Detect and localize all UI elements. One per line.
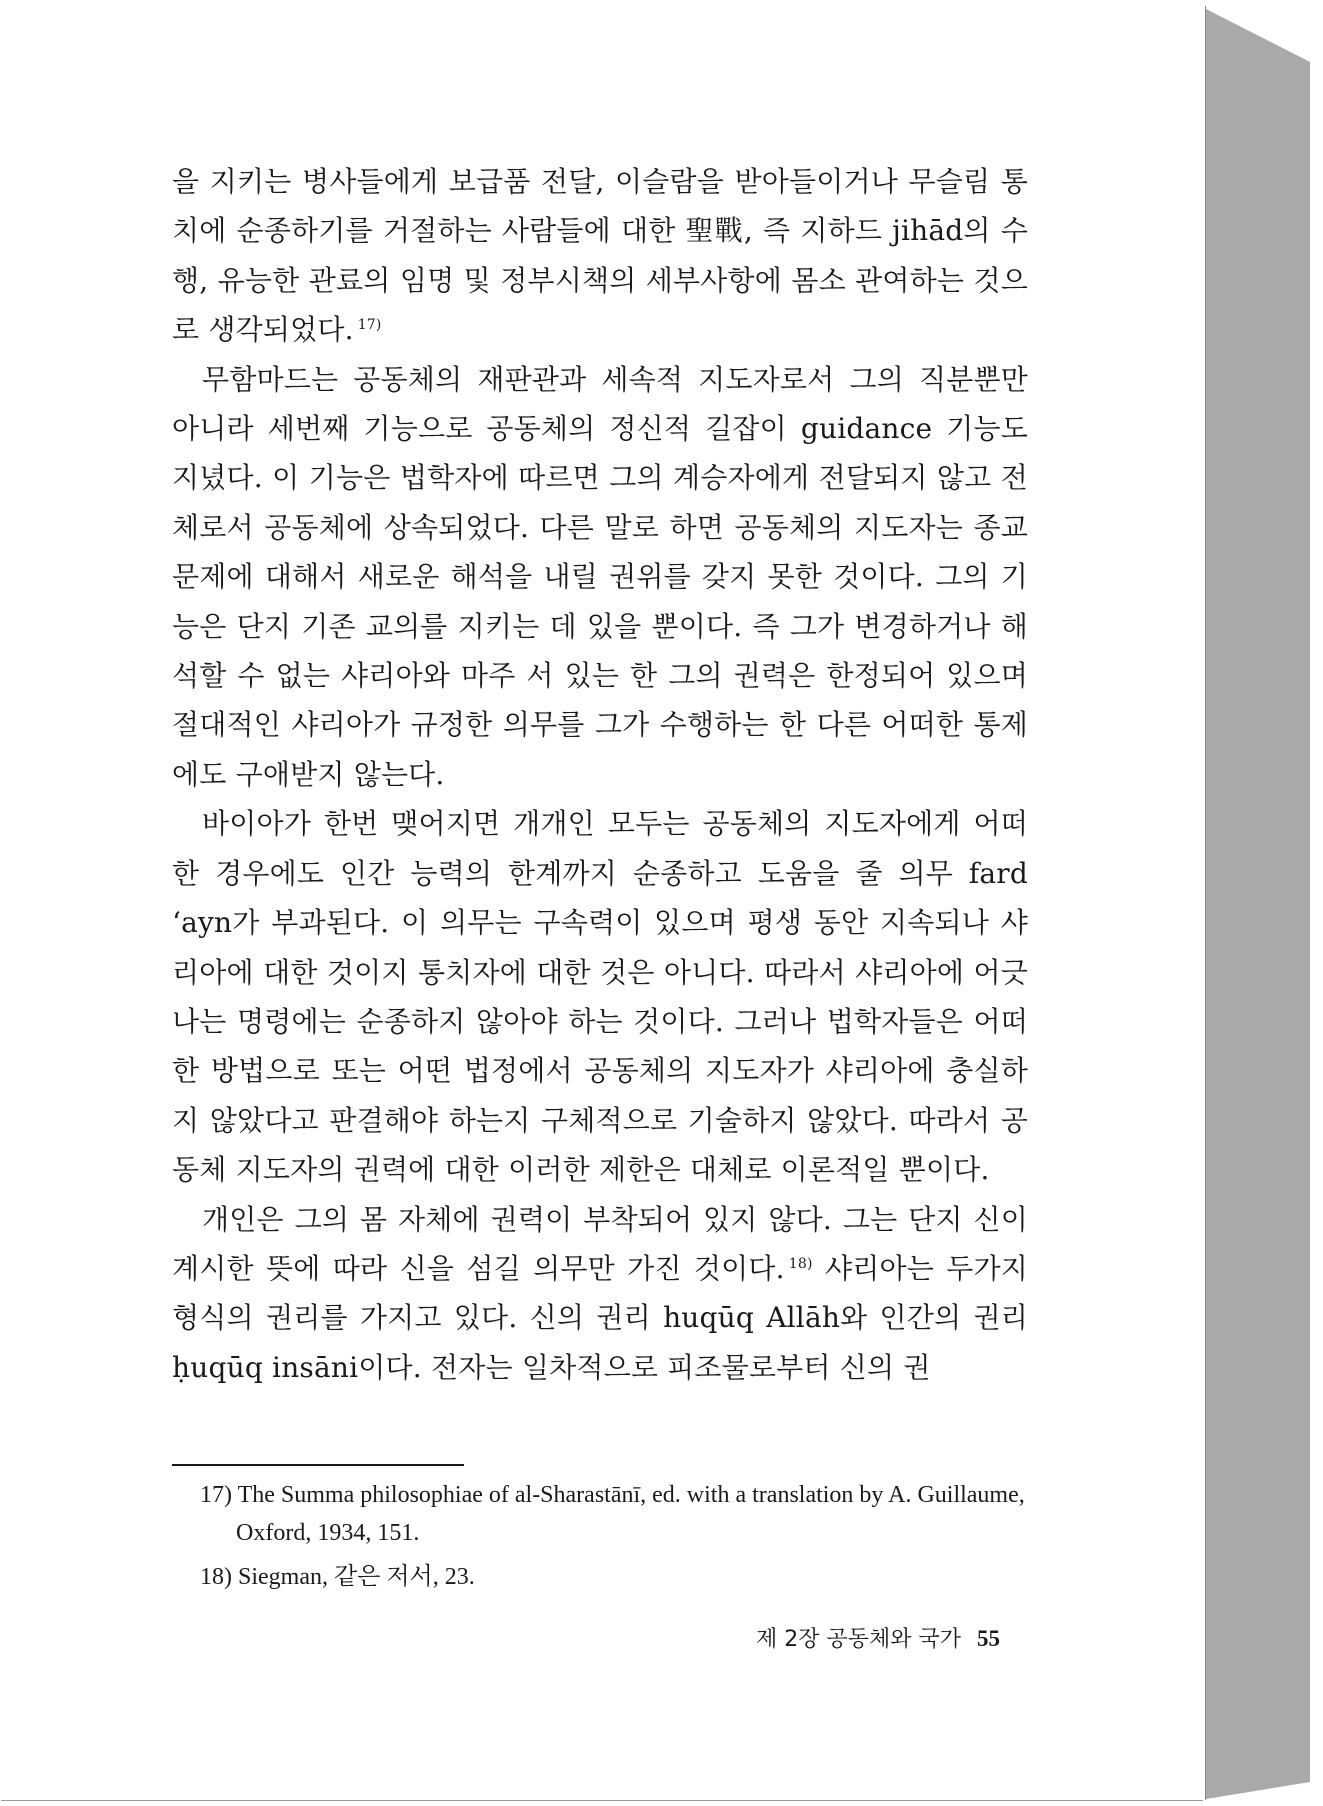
page-number: 55 [977, 1626, 1000, 1651]
paragraph-4-text-after: 샤리아는 두가지 형식의 권리를 가지고 있다. 신의 권리 huqūq Allāh와 인간의 권리 ḥuqūq insāni이다. 전자는 일차적으로 피조물로부터 신의 권 [172, 1251, 1028, 1384]
footnote-ref-18[interactable]: 18) [788, 1255, 813, 1272]
footnote-ref-17[interactable]: 17) [357, 317, 382, 334]
paragraph-2-text: 무함마드는 공동체의 재판관과 세속적 지도자로서 그의 직분뿐만 아니라 세번째 기능으로 공동체의 정신적 길잡이 guidance 기능도 지녔다. 이 기능은 법학자에 따르면 그의 계승자에게 전달되지 않고 전체로서 공동체에 상속되었다. 다른 말로 하면 공동체의 지도자는 종교 문제에 대해서 새로운 해석을 내릴 권위를 갖지 못한 것이다. 그의 기능은 단지 기존 교의를 지키는 데 있을 뿐이다. 즉 그가 변경하거나 해석할 수 없는 샤리아와 마주 서 있는 한 그의 권력은 한정되어 있으며 절대적인 샤리아가 규정한 의무를 그가 수행하는 한 다른 어떠한 통제에도 구애받지 않는다. [172, 362, 1028, 791]
running-footer [700, 1622, 1000, 1653]
footnotes [200, 1476, 1032, 1602]
running-title: 제 2장 공동체와 국가 [756, 1627, 961, 1652]
footnote-18-text: Siegman, 같은 저서, 23. [238, 1564, 475, 1590]
paragraph-3-text: 바이아가 한번 맺어지면 개개인 모두는 공동체의 지도자에게 어떠한 경우에도 인간 능력의 한계까지 순종하고 도움을 줄 의무 fard ‘ayn가 부과된다. 이 의무는 구속력이 있으며 평생 동안 지속되나 샤리아에 대한 것이지 통치자에 대한 것은 아니다. 따라서 샤리아에 어긋나는 명령에는 순종하지 않아야 하는 것이다. 그러나 법학자들은 어떠한 방법으로 또는 어떤 법정에서 공동체의 지도자가 샤리아에 충실하지 않았다고 판결해야 하는지 구체적으로 기술하지 않았다. 따라서 공동체 지도자의 권력에 대한 이러한 제한은 대체로 이론적일 뿐이다. [172, 807, 1028, 1187]
footnote-17-text: The Summa philosophiae of al-Sharastānī, ed. with a translation by A. Guillaume, Oxford, 1934, 151. [236, 1482, 1025, 1546]
paragraph-1-text: 을 지키는 병사들에게 보급품 전달, 이슬람을 받아들이거나 무슬림 통치에 순종하기를 거절하는 사람들에 대한 聖戰, 즉 지하드 jihād의 수행, 유능한 관료의 임명 및 정부시책의 세부사항에 몸소 관여하는 것으로 생각되었다. [172, 165, 1028, 347]
paragraph-3 [172, 799, 1028, 1194]
body-text [172, 157, 1028, 1392]
footnote-divider [172, 1464, 464, 1466]
paragraph-4-text-before: 개인은 그의 몸 자체에 권력이 부착되어 있지 않다. 그는 단지 신이 계시한 뜻에 따라 신을 섬길 의무만 가진 것이다. [172, 1202, 1028, 1285]
footnote-18-number: 18) [200, 1564, 232, 1590]
footnote-17 [200, 1476, 1032, 1552]
paragraph-4 [172, 1195, 1028, 1393]
paragraph-1 [172, 157, 1028, 355]
paragraph-2 [172, 355, 1028, 800]
footnote-17-number: 17) [200, 1482, 232, 1508]
footnote-18 [200, 1558, 1032, 1596]
